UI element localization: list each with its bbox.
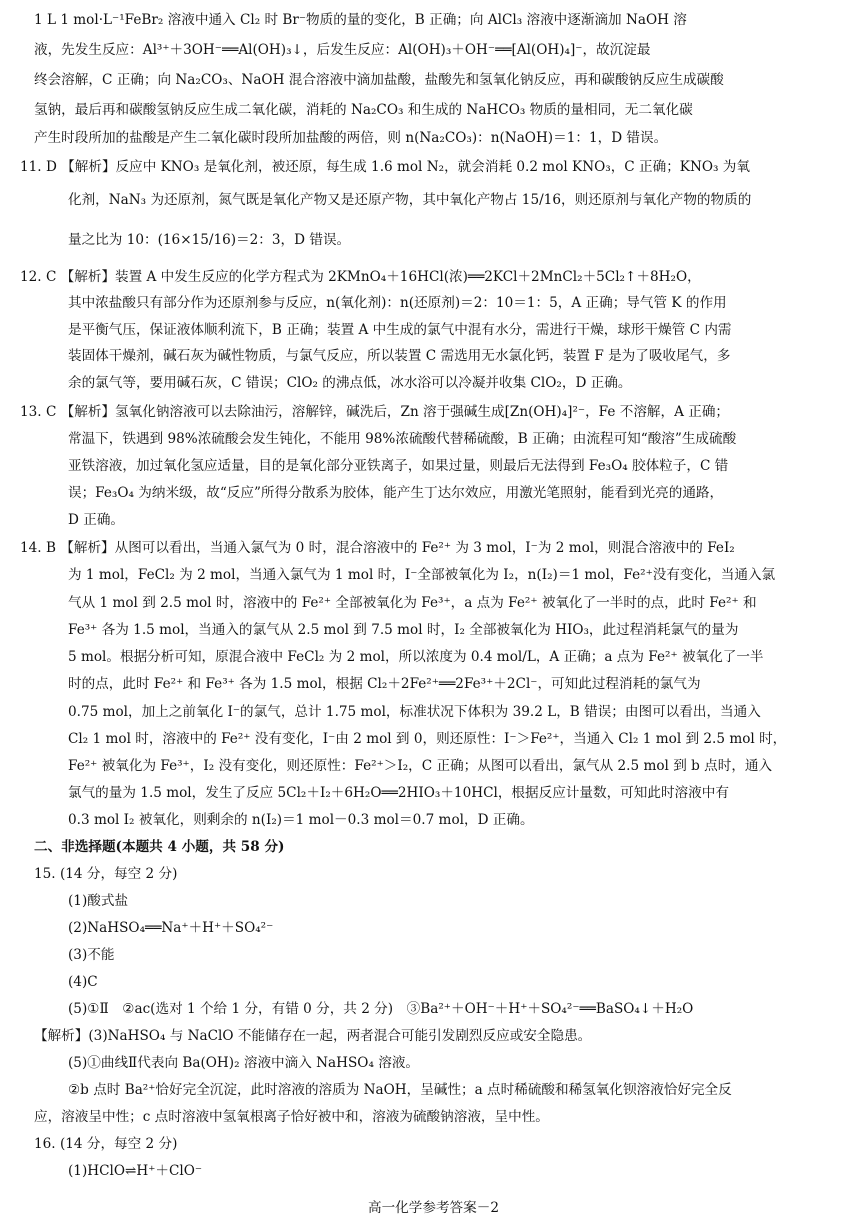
question-15-heading: 15. (14 分，每空 2 分) (34, 866, 178, 882)
text-line: 0.3 mol I₂ 被氧化，则剩余的 n(I₂)＝1 mol－0.3 mol＝0.7 mol，D 正确。 (68, 812, 534, 828)
text-line: 氢钠，最后再和碳酸氢钠反应生成二氧化碳，消耗的 Na₂CO₃ 和生成的 NaHCO₃ 物质的量相同，无二氧化碳 (34, 102, 693, 118)
text-line: Cl₂ 1 mol 时，溶液中的 Fe²⁺ 没有变化，I⁻由 2 mol 到 0，则还原性：I⁻＞Fe²⁺，当通入 Cl₂ 1 mol 到 2.5 mol 时， (68, 731, 787, 747)
page-footer: 高一化学参考答案－2 (368, 1200, 499, 1216)
text-line: 余的氯气等，要用碱石灰，C 错误；ClO₂ 的沸点低，冰水浴可以冷凝并收集 ClO₂，D 正确。 (68, 375, 632, 391)
text-line: (1)酸式盐 (68, 893, 129, 909)
section-heading: 二、非选择题(本题共 4 小题，共 58 分) (34, 839, 285, 855)
text-line: 化剂，NaN₃ 为还原剂，氮气既是氧化产物又是还原产物，其中氧化产物占 15/16，则还原剂与氧化产物的物质的 (68, 192, 752, 208)
text-line: 气从 1 mol 到 2.5 mol 时，溶液中的 Fe²⁺ 全部被氧化为 Fe³⁺，a 点为 Fe²⁺ 被氧化了一半时的点，此时 Fe²⁺ 和 (68, 595, 757, 611)
text-line: (1)HClO⇌H⁺＋ClO⁻ (68, 1163, 203, 1179)
analysis-line: 【解析】(3)NaHSO₄ 与 NaClO 不能储存在一起，两者混合可能引发剧烈反应或安全隐患。 (34, 1028, 592, 1044)
text-line: 液，先发生反应：Al³⁺＋3OH⁻══Al(OH)₃↓，后发生反应：Al(OH)₃＋OH⁻══[Al(OH)₄]⁻，故沉淀最 (34, 42, 651, 58)
question-16-heading: 16. (14 分，每空 2 分) (34, 1136, 178, 1152)
text-line: 氯气的量为 1.5 mol，发生了反应 5Cl₂＋I₂＋6H₂O══2HIO₃＋10HCl，根据反应计量数，可知此时溶液中有 (68, 785, 729, 801)
text-line: 误；Fe₃O₄ 为纳米级，故“反应”所得分散系为胶体，能产生丁达尔效应，用激光笔照射，能看到光亮的通路， (68, 485, 724, 501)
answer-14-line: 14. B 【解析】从图可以看出，当通入氯气为 0 时，混合溶液中的 Fe²⁺ 为 3 mol，I⁻为 2 mol，则混合溶液中的 FeI₂ (20, 540, 735, 556)
answer-12-line: 12. C 【解析】装置 A 中发生反应的化学方程式为 2KMnO₄＋16HCl(浓)══2KCl＋2MnCl₂＋5Cl₂↑＋8H₂O， (20, 269, 701, 285)
text-line: 常温下，铁遇到 98%浓硫酸会发生钝化，不能用 98%浓硫酸代替稀硫酸，B 正确；由流程可知“酸溶”生成硫酸 (68, 431, 737, 447)
text-line: 其中浓盐酸只有部分作为还原剂参与反应，n(氧化剂)：n(还原剂)＝2：10＝1：5，A 正确；导气管 K 的作用 (68, 295, 727, 311)
text-line: Fe³⁺ 各为 1.5 mol，当通入的氯气从 2.5 mol 到 7.5 mol 时，I₂ 全部被氧化为 HIO₃，此过程消耗氯气的量为 (68, 622, 739, 638)
text-line: 0.75 mol，加上之前氧化 I⁻的氯气，总计 1.75 mol，标准状况下体积为 39.2 L，B 错误；由图可以看出，当通入 (68, 704, 761, 720)
text-line: (2)NaHSO₄══Na⁺＋H⁺＋SO₄²⁻ (68, 920, 274, 936)
text-line: D 正确。 (68, 512, 125, 528)
text-line: (5)①曲线Ⅱ代表向 Ba(OH)₂ 溶液中滴入 NaHSO₄ 溶液。 (68, 1055, 420, 1071)
text-line: 终会溶解，C 正确；向 Na₂CO₃、NaOH 混合溶液中滴加盐酸，盐酸先和氢氧化钠反应，再和碳酸钠反应生成碳酸 (34, 72, 724, 88)
text-line: Fe²⁺ 被氧化为 Fe³⁺，I₂ 没有变化，则还原性：Fe²⁺＞I₂，C 正确；从图可以看出，氯气从 2.5 mol 到 b 点时，通入 (68, 758, 773, 774)
text-line: 1 L 1 mol·L⁻¹FeBr₂ 溶液中通入 Cl₂ 时 Br⁻物质的量的变化，B 正确；向 AlCl₃ 溶液中逐渐滴加 NaOH 溶 (34, 12, 687, 28)
text-line: 为 1 mol，FeCl₂ 为 2 mol，当通入氯气为 1 mol 时，I⁻全部被氧化为 I₂，n(I₂)＝1 mol，Fe²⁺没有变化，当通入氯 (68, 567, 776, 583)
text-line: (3)不能 (68, 947, 115, 963)
text-line: (5)①Ⅱ ②ac(选对 1 个给 1 分，有错 0 分，共 2 分) ③Ba²⁺＋OH⁻＋H⁺＋SO₄²⁻══BaSO₄↓＋H₂O (68, 1001, 694, 1017)
text-line: 5 mol。根据分析可知，原混合液中 FeCl₂ 为 2 mol，所以浓度为 0.4 mol/L，A 正确；a 点为 Fe²⁺ 被氧化了一半 (68, 649, 764, 665)
text-line: 亚铁溶液，加过氧化氢应适量，目的是氧化部分亚铁离子，如果过量，则最后无法得到 Fe₃O₄ 胶体粒子，C 错 (68, 458, 729, 474)
answer-13-line: 13. C 【解析】氢氧化钠溶液可以去除油污，溶解锌，碱洗后，Zn 溶于强碱生成[Zn(OH)₄]²⁻，Fe 不溶解，A 正确； (20, 404, 730, 420)
text-line: 应，溶液呈中性；c 点时溶液中氢氧根离子恰好被中和，溶液为硫酸钠溶液，呈中性。 (34, 1109, 549, 1125)
text-line: 是平衡气压，保证液体顺利流下，B 正确；装置 A 中生成的氯气中混有水分，需进行干燥，球形干燥管 C 内需 (68, 322, 732, 338)
text-line: 量之比为 10：(16×15/16)＝2：3，D 错误。 (68, 232, 351, 248)
text-line: 产生时段所加的盐酸是产生二氧化碳时段所加盐酸的两倍，则 n(Na₂CO₃)：n(NaOH)＝1：1，D 错误。 (34, 130, 668, 146)
text-line: (4)C (68, 974, 98, 990)
text-line: 装固体干燥剂，碱石灰为碱性物质，与氯气反应，所以装置 C 需选用无水氯化钙，装置 F 是为了吸收尾气，多 (68, 348, 731, 364)
text-line: 时的点，此时 Fe²⁺ 和 Fe³⁺ 各为 1.5 mol，根据 Cl₂＋2Fe²⁺══2Fe³⁺＋2Cl⁻，可知此过程消耗的氯气为 (68, 676, 701, 692)
text-line: ②b 点时 Ba²⁺恰好完全沉淀，此时溶液的溶质为 NaOH，呈碱性；a 点时稀硫酸和稀氢氧化钡溶液恰好完全反 (68, 1082, 732, 1098)
answer-11-line: 11. D 【解析】反应中 KNO₃ 是氧化剂，被还原，每生成 1.6 mol N₂，就会消耗 0.2 mol KNO₃，C 正确；KNO₃ 为氧 (20, 159, 750, 175)
